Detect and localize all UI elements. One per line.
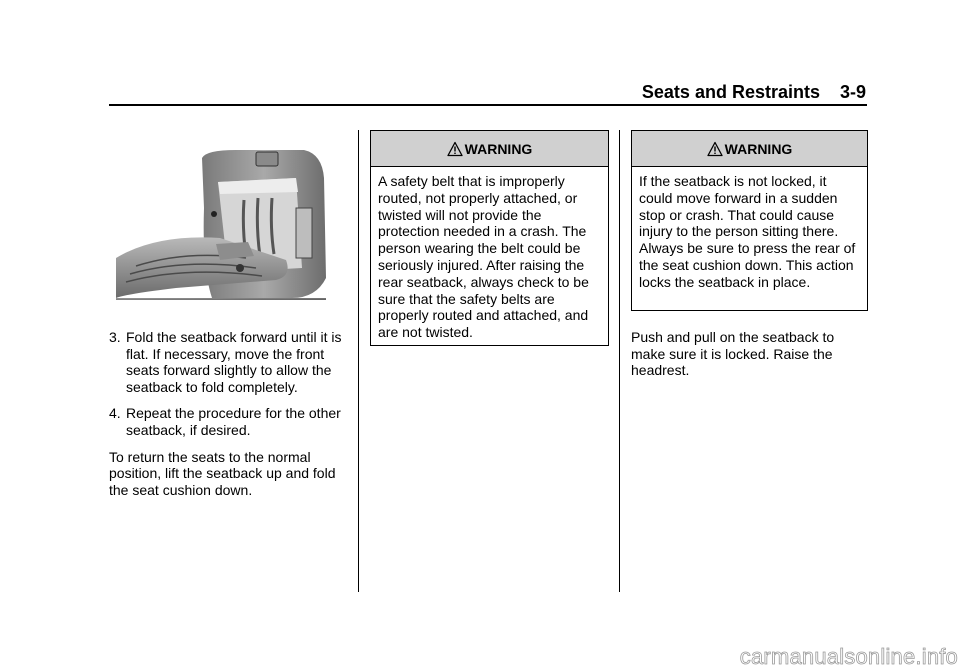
warning-header	[632, 131, 867, 167]
warning-header	[371, 131, 608, 167]
warning-triangle-icon	[447, 141, 463, 157]
step-number: 3.	[109, 329, 121, 345]
step-number: 4.	[109, 405, 121, 422]
column-divider-right	[619, 130, 620, 592]
seatback-illustration	[116, 148, 330, 300]
warning-triangle-icon	[707, 141, 723, 157]
step-item	[109, 329, 349, 395]
step-text: Fold the seatback forward until it is flat. If necessary, move the front seats forward slightly to allow the seatback to fold completely.	[126, 329, 342, 395]
warning-title: WARNING	[464, 140, 533, 157]
header-rule	[109, 104, 867, 106]
warning-box-seatback-lock	[631, 130, 868, 311]
step-item	[109, 405, 349, 438]
return-seats-paragraph: To return the seats to the normal position, lift the seatback up and fold the seat cushion down.	[109, 448, 336, 498]
warning-body: If the seatback is not locked, it could move forward in a sudden stop or crash. That could cause injury to the person sitting there. Always be sure to press the rear of the seat cushion down. This action locks the seatback in place.	[639, 173, 856, 290]
warning-body: A safety belt that is improperly routed, not properly attached, or twisted will not provide the protection needed in a crash. The person wearing the belt could be seriously injured. After raising the rear seatback, always check to be sure that the safety belts are properly routed and attached, and are not twisted.	[378, 173, 589, 341]
column-3-text	[631, 329, 866, 379]
page-header-title: Seats and Restraints 3-9	[641, 82, 866, 102]
step-text: Repeat the procedure for the other seatback, if desired.	[126, 405, 341, 438]
footer-watermark[interactable]: carmanualsonline.info	[739, 644, 958, 669]
column-1-text	[109, 329, 349, 498]
push-pull-paragraph: Push and pull on the seatback to make sure it is locked. Raise the headrest.	[631, 329, 835, 379]
column-divider-left	[358, 130, 359, 592]
warning-box-safety-belt	[370, 130, 609, 346]
warning-title: WARNING	[724, 140, 793, 157]
